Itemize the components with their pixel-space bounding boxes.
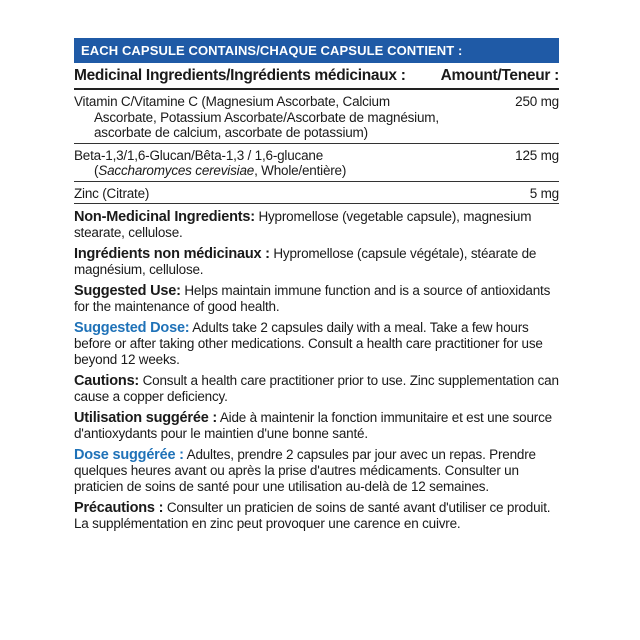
ingredient-detail: ascorbate de calcium, ascorbate de potassium) (94, 125, 368, 140)
ingredient-detail: Ascorbate, Potassium Ascorbate/Ascorbate de magnésium, (94, 109, 439, 125)
ingredient-amount: 125 mg (515, 147, 559, 163)
species-name: Saccharomyces cerevisiae (98, 163, 255, 178)
utilisation-suggeree (74, 410, 559, 442)
ingredient-row-beta-glucan (74, 144, 559, 182)
section-label: Utilisation suggérée : (74, 410, 218, 426)
section-label: Suggested Use: (74, 283, 181, 299)
capsule-contains-header: EACH CAPSULE CONTAINS/CHAQUE CAPSULE CONTIENT : (74, 38, 559, 63)
non-medicinal-ingredients (74, 209, 559, 241)
section-text: Consult a health care practitioner prior to use. Zinc supplementation can cause a copper deficiency. (74, 373, 559, 404)
section-text: Consulter un praticien de soins de santé avant d'utiliser ce produit. La supplémentation en zinc peut provoquer une carence en cuivre. (74, 500, 551, 531)
section-label: Dose suggérée : (74, 447, 184, 463)
section-label: Cautions: (74, 373, 140, 389)
section-label: Suggested Dose: (74, 320, 190, 336)
ingredient-detail: (Saccharomyces cerevisiae, Whole/entière) (94, 163, 347, 178)
ingredient-row-vitamin-c (74, 90, 559, 144)
section-text: Aide à maintenir la fonction immunitaire et est une source d'antioxydants pour le maintien d'une bonne santé. (74, 410, 552, 441)
ingredients-column-header (74, 63, 559, 90)
suggested-dose (74, 320, 559, 368)
medicinal-ingredients-heading: Medicinal Ingredients/Ingrédients médicinaux : (74, 67, 406, 84)
suggested-use (74, 283, 559, 315)
section-text: Hypromellose (capsule végétale), stéarate de magnésium, cellulose. (74, 246, 537, 277)
section-text: Helps maintain immune function and is a source of antioxidants for the maintenance of good health. (74, 283, 551, 314)
ingredient-detail-rest: , Whole/entière) (254, 163, 347, 178)
section-label: Non-Medicinal Ingredients: (74, 209, 255, 225)
non-medicinal-ingredients-fr (74, 246, 559, 278)
amount-heading: Amount/Teneur : (440, 67, 559, 84)
ingredient-amount: 250 mg (515, 94, 559, 109)
section-text: Hypromellose (vegetable capsule), magnesium stearate, cellulose. (74, 209, 532, 240)
ingredient-amount: 5 mg (529, 185, 559, 201)
cautions (74, 373, 559, 405)
section-label: Précautions : (74, 500, 164, 516)
section-text: Adults take 2 capsules daily with a meal. Take a few hours before or after taking other medications. Consult a health care practitioner for use beyond 12 weeks. (74, 320, 543, 367)
section-label: Ingrédients non médicinaux : (74, 246, 270, 262)
precautions (74, 500, 559, 532)
ingredient-row-zinc (74, 182, 559, 205)
ingredient-name: Beta-1,3/1,6-Glucan/Bêta-1,3 / 1,6-glucane (74, 147, 324, 163)
ingredient-name: Vitamin C/Vitamine C (Magnesium Ascorbate, Calcium (74, 94, 390, 109)
dose-suggeree (74, 447, 559, 495)
ingredient-name: Zinc (Citrate) (74, 185, 150, 201)
supplement-facts-panel (74, 38, 559, 532)
section-text: Adultes, prendre 2 capsules par jour avec un repas. Prendre quelques heures avant ou après la prise d'autres médicaments. Consulter un praticien de soins de santé pour une utilisation au-delà de 12 semaines. (74, 447, 536, 494)
